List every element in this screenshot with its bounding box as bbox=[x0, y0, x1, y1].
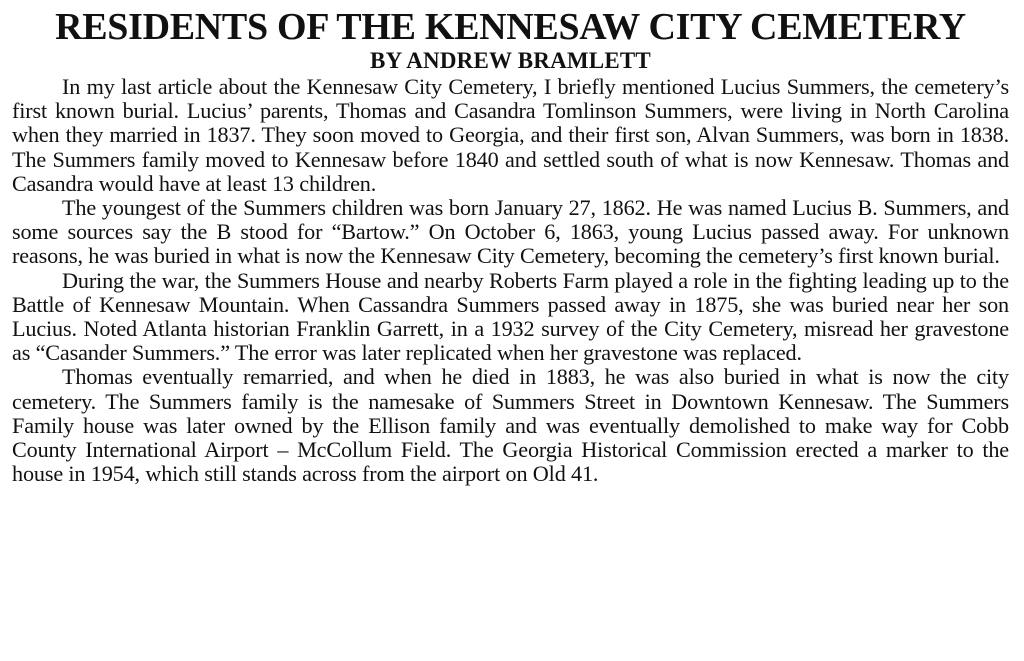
article-headline: RESIDENTS OF THE KENNESAW CITY CEMETERY bbox=[55, 6, 966, 48]
article-paragraph-3: During the war, the Summers House and nearby Roberts Farm played a role in the fighting leading up to the Battle of Kennesaw Mountain. When Cassandra Summers passed away in 1875, she was buried near her son Lucius. Noted Atlanta historian Franklin Garrett, in a 1932 survey of the City Cemetery, misread her gravestone as “Casander Summers.” The error was later replicated when her gravestone was replaced. bbox=[12, 267, 1009, 366]
article bbox=[12, 6, 1009, 486]
article-body bbox=[12, 75, 1009, 486]
article-byline: BY ANDREW BRAMLETT bbox=[370, 48, 651, 73]
article-paragraph-1: In my last article about the Kennesaw City Cemetery, I briefly mentioned Lucius Summers, the cemetery’s first known burial. Lucius’ parents, Thomas and Casandra Tomlinson Summers, were living in North Carolina when they married in 1837. They soon moved to Georgia, and their first son, Alvan Summers, was born in 1838. The Summers family moved to Kennesaw before 1840 and settled south of what is now Kennesaw. Thomas and Casandra would have at least 13 children. bbox=[12, 74, 1009, 196]
article-paragraph-4: Thomas eventually remarried, and when he died in 1883, he was also buried in what is now the city cemetery. The Summers family is the namesake of Summers Street in Downtown Kennesaw. The Summers Family house was later owned by the Ellison family and was eventually demolished to make way for Cobb County International Airport – McCollum Field. The Georgia Historical Commission erected a marker to the house in 1954, which still stands across from the airport on Old 41. bbox=[12, 364, 1009, 487]
article-paragraph-2: The youngest of the Summers children was born January 27, 1862. He was named Lucius B. Summers, and some sources say the B stood for “Bartow.” On October 6, 1863, young Lucius passed away. For unknown reasons, he was buried in what is now the Kennesaw City Cemetery, becoming the cemetery’s first known burial. bbox=[12, 195, 1009, 269]
